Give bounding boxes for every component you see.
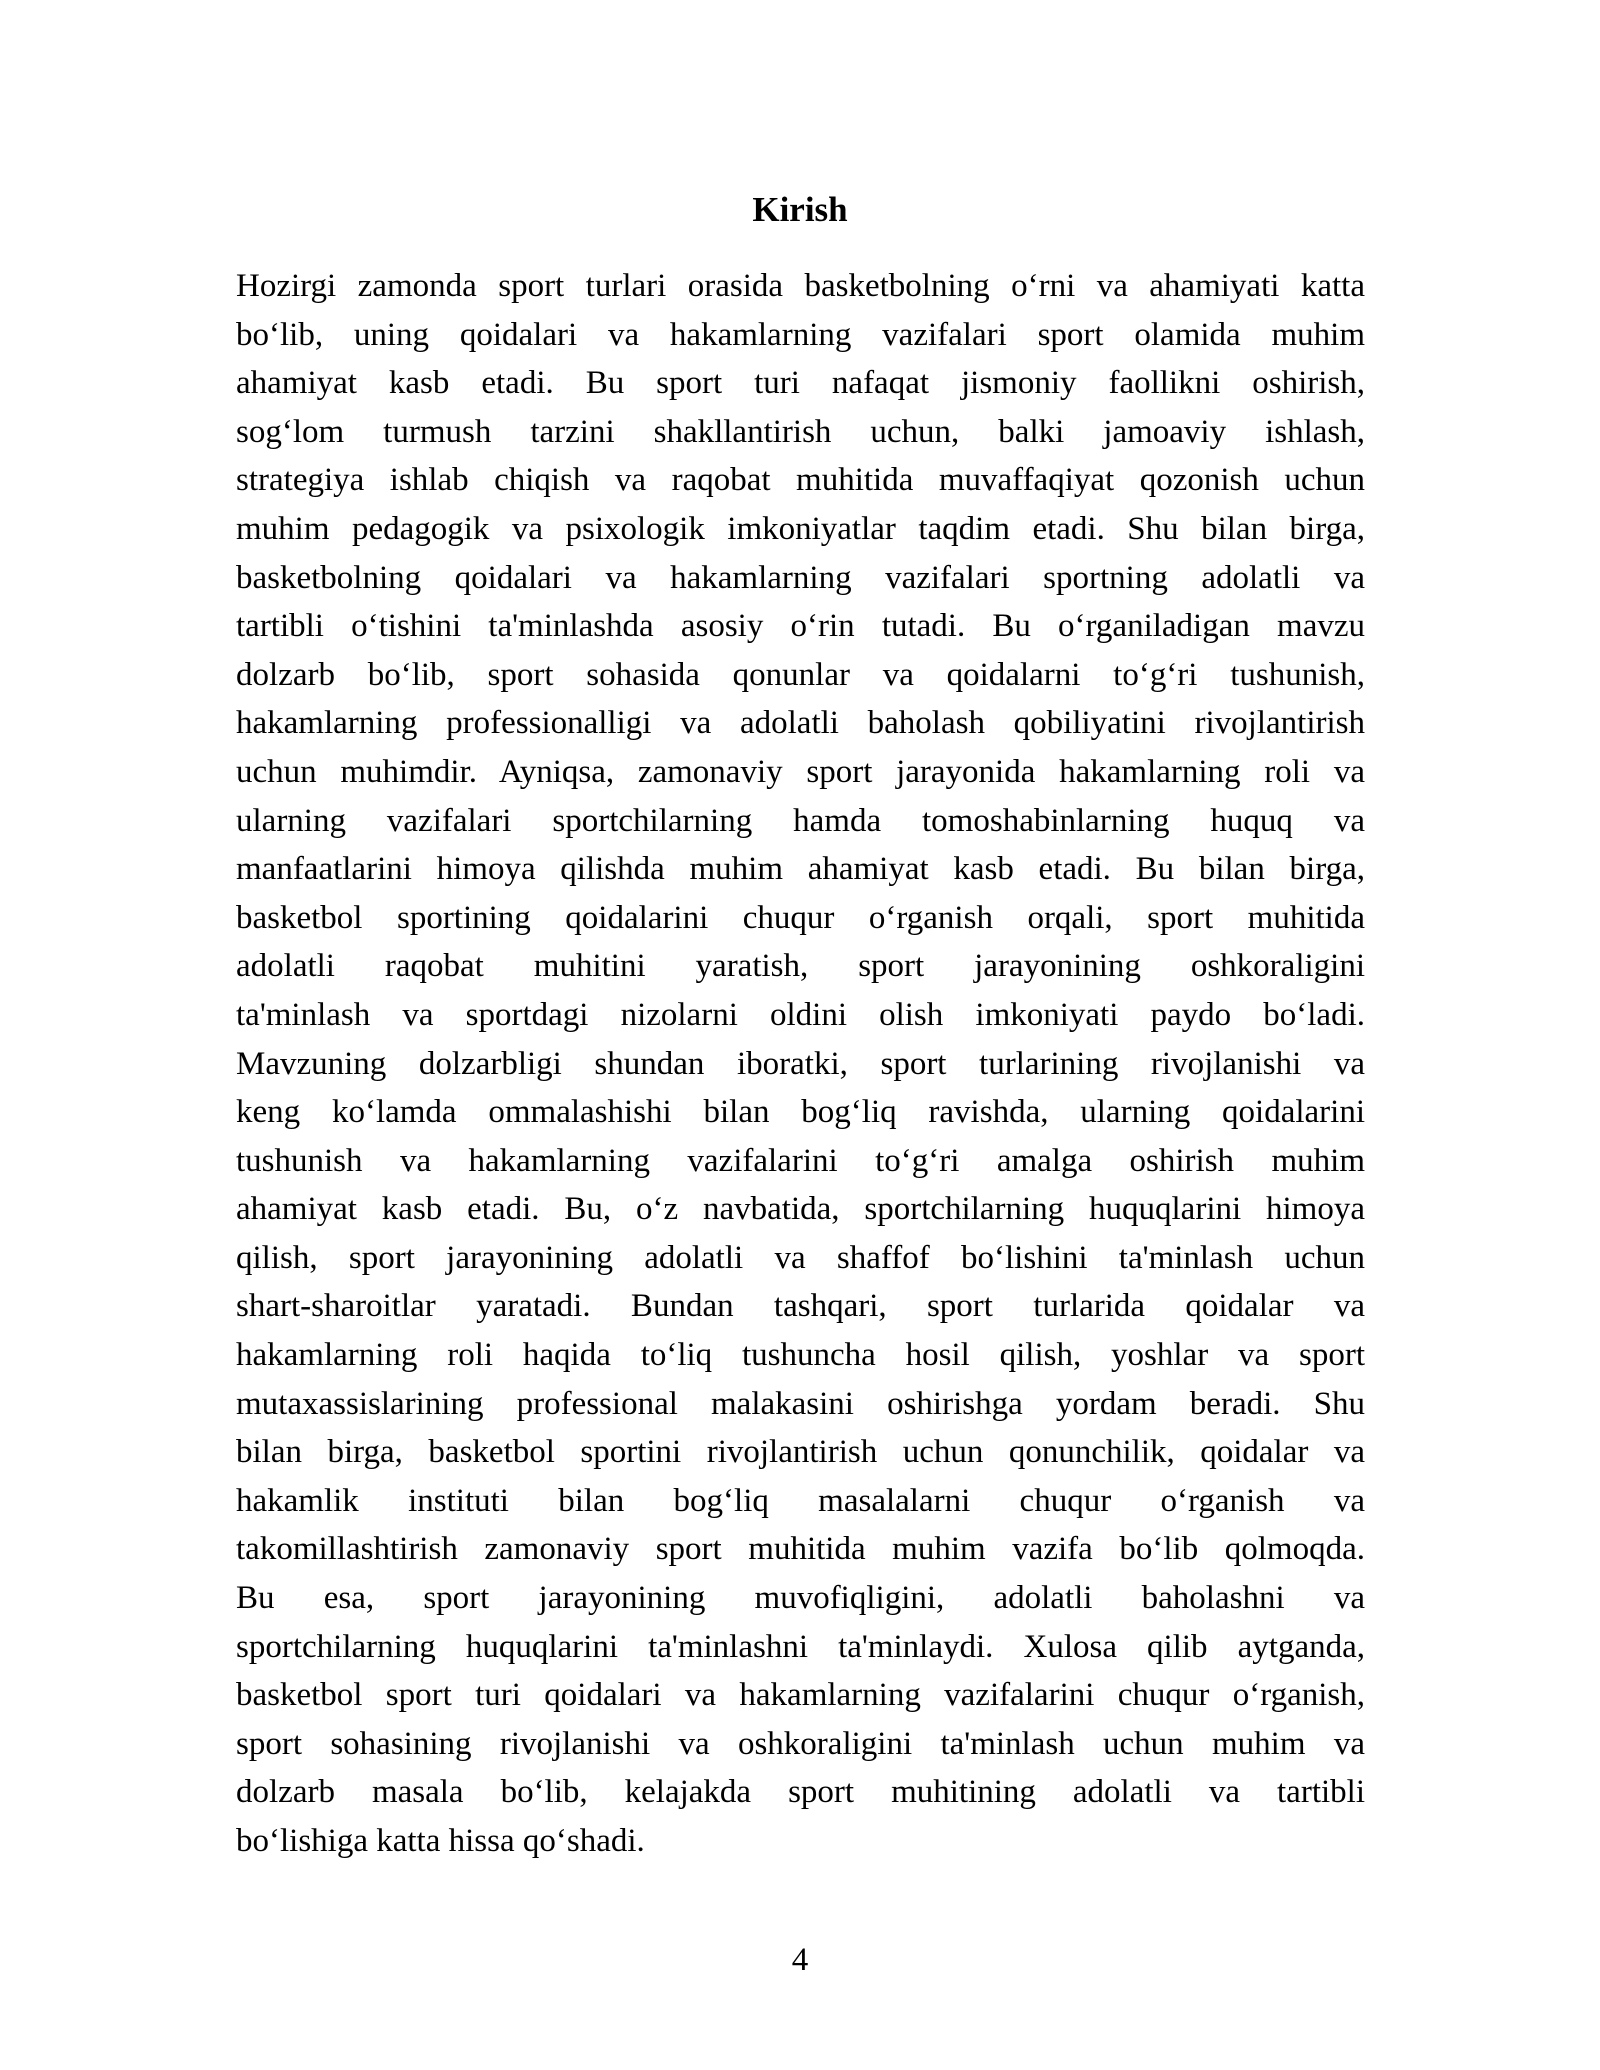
paragraph-line: sport sohasining rivojlanishi va oshkoraligini ta'minlash uchun muhim va (236, 1725, 1365, 1762)
paragraph-line: ularning vazifalari sportchilarning hamda tomoshabinlarning huquq va (236, 802, 1365, 839)
paragraph-line: manfaatlarini himoya qilishda muhim ahamiyat kasb etadi. Bu bilan birga, (236, 851, 1365, 888)
paragraph-line: basketbol sport turi qoidalari va hakamlarning vazifalarini chuqur o‘rganish, (236, 1677, 1365, 1714)
paragraph-line: basketbolning qoidalari va hakamlarning vazifalari sportning adolatli va (236, 559, 1365, 596)
paragraph-line: qilish, sport jarayonining adolatli va shaffof bo‘lishini ta'minlash uchun (236, 1239, 1365, 1276)
paragraph-line: uchun muhimdir. Ayniqsa, zamonaviy sport jarayonida hakamlarning roli va (236, 753, 1365, 790)
paragraph-line: mutaxassislarining professional malakasini oshirishga yordam beradi. Shu (236, 1385, 1365, 1422)
paragraph-line: Hozirgi zamonda sport turlari orasida basketbolning o‘rni va ahamiyati katta (236, 268, 1365, 304)
paragraph-line: tushunish va hakamlarning vazifalarini to‘g‘ri amalga oshirish muhim (236, 1142, 1365, 1179)
paragraph-line: hakamlik instituti bilan bog‘liq masalalarni chuqur o‘rganish va (236, 1482, 1365, 1519)
paragraph-line: dolzarb masala bo‘lib, kelajakda sport muhitining adolatli va tartibli (236, 1774, 1365, 1811)
paragraph-line: dolzarb bo‘lib, sport sohasida qonunlar va qoidalarni to‘g‘ri tushunish, (236, 656, 1365, 693)
paragraph-line: tartibli o‘tishini ta'minlashda asosiy o‘rin tutadi. Bu o‘rganiladigan mavzu (236, 608, 1365, 645)
paragraph-line: muhim pedagogik va psixologik imkoniyatlar taqdim etadi. Shu bilan birga, (236, 510, 1365, 547)
page-number: 4 (791, 1942, 809, 1978)
paragraph-line: strategiya ishlab chiqish va raqobat muhitida muvaffaqiyat qozonish uchun (236, 462, 1365, 499)
paragraph-line: sportchilarning huquqlarini ta'minlashni ta'minlaydi. Xulosa qilib aytganda, (236, 1628, 1365, 1665)
page-title: Kirish (752, 190, 848, 229)
paragraph-line: hakamlarning professionalligi va adolatli baholash qobiliyatini rivojlantirish (236, 705, 1365, 742)
paragraph-line: bilan birga, basketbol sportini rivojlantirish uchun qonunchilik, qoidalar va (236, 1434, 1365, 1471)
paragraph-line: keng ko‘lamda ommalashishi bilan bog‘liq ravishda, ularning qoidalarini (236, 1094, 1365, 1131)
paragraph-line: ahamiyat kasb etadi. Bu sport turi nafaqat jismoniy faollikni oshirish, (236, 365, 1365, 402)
paragraph-line: Mavzuning dolzarbligi shundan iboratki, sport turlarining rivojlanishi va (236, 1045, 1365, 1082)
paragraph-line: Bu esa, sport jarayonining muvofiqligini, adolatli baholashni va (236, 1580, 1365, 1617)
paragraph-line: ahamiyat kasb etadi. Bu, o‘z navbatida, sportchilarning huquqlarini himoya (236, 1191, 1365, 1228)
paragraph-line: bo‘lib, uning qoidalari va hakamlarning vazifalari sport olamida muhim (236, 316, 1365, 353)
paragraph-line: bo‘lishiga katta hissa qo‘shadi. (236, 1823, 645, 1859)
paragraph-line: adolatli raqobat muhitini yaratish, sport jarayonining oshkoraligini (236, 948, 1365, 985)
paragraph-line: ta'minlash va sportdagi nizolarni oldini olish imkoniyati paydo bo‘ladi. (236, 996, 1365, 1033)
body-paragraph (236, 262, 1365, 1866)
paragraph-line: sog‘lom turmush tarzini shakllantirish uchun, balki jamoaviy ishlash, (236, 413, 1365, 450)
paragraph-line: hakamlarning roli haqida to‘liq tushuncha hosil qilish, yoshlar va sport (236, 1337, 1365, 1374)
paragraph-line: takomillashtirish zamonaviy sport muhitida muhim vazifa bo‘lib qolmoqda. (236, 1531, 1365, 1568)
paragraph-line: shart-sharoitlar yaratadi. Bundan tashqari, sport turlarida qoidalar va (236, 1288, 1365, 1325)
paragraph-line: basketbol sportining qoidalarini chuqur o‘rganish orqali, sport muhitida (236, 899, 1365, 936)
